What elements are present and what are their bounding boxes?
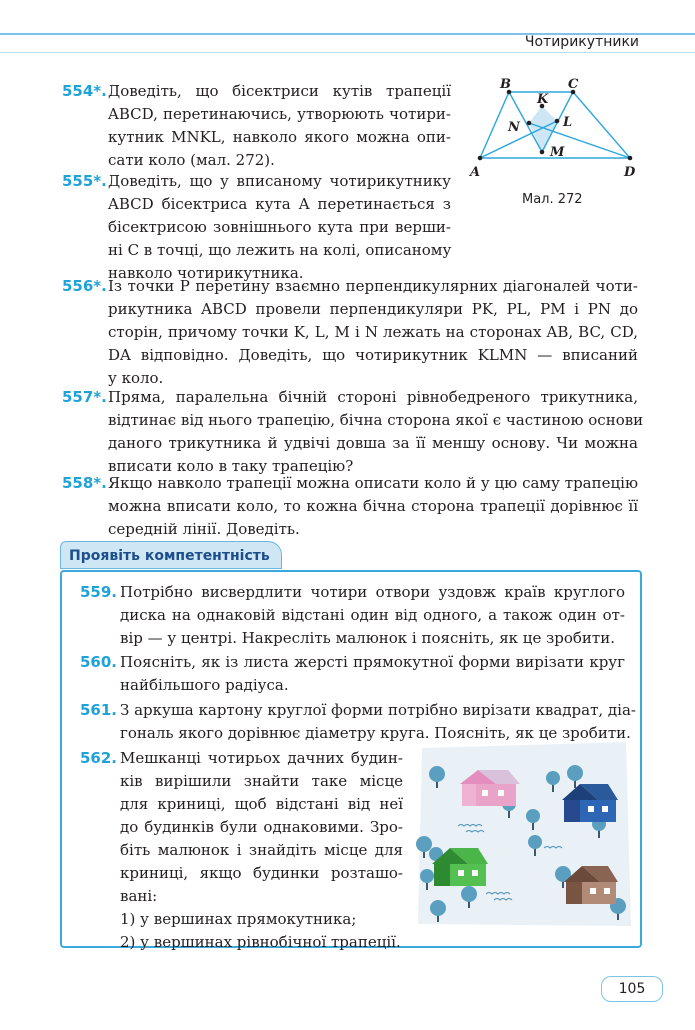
problem-number: 559.	[80, 583, 118, 601]
text-line: навколо чотирикутника.	[108, 264, 304, 282]
problem-number: 562.	[80, 749, 118, 767]
text-line: сати коло (мал. 272).	[108, 151, 275, 169]
problem-text	[120, 699, 636, 745]
text-line: Мешканці чотирьох дачних будин-	[120, 749, 403, 767]
houses-illustration	[412, 740, 636, 930]
header-rule-bottom	[0, 52, 695, 53]
section-title: Чотирикутники	[524, 34, 639, 50]
text-line: бісектрисою зовнішнього кута при верши-	[108, 218, 451, 236]
figure-caption: Мал. 272	[522, 192, 583, 207]
text-line: вписати коло в таку трапецію?	[108, 457, 354, 475]
text-line: для криниці, щоб відстані від неї	[120, 795, 403, 813]
text-line: диска на однаковій відстані один від одного, а також один от-	[120, 606, 625, 624]
problem-number: 554*.	[62, 82, 107, 100]
text-line: ні C в точці, що лежить на колі, описаному	[108, 241, 452, 259]
text-line: Доведіть, що бісектриси кутів трапеції	[108, 82, 451, 100]
text-line: DA відповідно. Доведіть, що чотирикутник KLMN — вписаний	[108, 346, 638, 364]
problem-text	[120, 581, 625, 650]
text-line: Якщо навколо трапеції можна описати коло й у цю саму трапецію	[108, 474, 638, 492]
competence-title: Проявіть компетентність	[60, 541, 282, 569]
text-line: З аркуша картону круглої форми потрібно вирізати квадрат, діа-	[120, 701, 636, 719]
text-line: гональ якого дорівнює діаметру круга. Поясніть, як це зробити.	[120, 724, 631, 742]
problem-text	[108, 80, 451, 172]
text-line: до будинків були однаковими. Зро-	[120, 818, 403, 836]
problem-text	[108, 170, 451, 285]
label-K: K	[537, 92, 549, 107]
label-L: L	[563, 115, 573, 130]
text-line: даного трикутника й удвічі довша за її меншу основу. Чи можна	[108, 434, 638, 452]
text-line: 2) у вершинах рівнобічної трапеції.	[120, 933, 401, 951]
text-line: Із точки P перетину взаємно перпендикулярних діагоналей чоти-	[108, 277, 638, 295]
figure-272	[466, 76, 646, 188]
text-line: біть малюнок і знайдіть місце для	[120, 841, 403, 859]
text-line: Пряма, паралельна бічній стороні рівнобедреного трикутника,	[108, 388, 638, 406]
text-line: вані:	[120, 887, 158, 905]
text-line: сторін, причому точки K, L, M і N лежать на сторонах AB, BC, CD,	[108, 323, 638, 341]
label-D: D	[624, 165, 636, 180]
problem-text	[120, 747, 403, 954]
text-line: середній лінії. Доведіть.	[108, 520, 300, 538]
problem-number: 561.	[80, 701, 118, 719]
text-line: можна вписати коло, то кожна бічна сторона трапеції дорівнює її	[108, 497, 638, 515]
label-A: A	[470, 165, 481, 180]
problem-text	[108, 275, 638, 390]
text-line: 1) у вершинах прямокутника;	[120, 910, 357, 928]
label-C: C	[568, 77, 579, 92]
text-line: ABCD бісектриса кута A перетинається з	[108, 195, 451, 213]
text-line: Потрібно висвердлити чотири отвори уздовж країв круглого	[120, 583, 625, 601]
text-line: ABCD, перетинаючись, утворюють чотири-	[108, 105, 451, 123]
page-number: 105	[601, 976, 663, 1002]
text-line: кутник MNKL, навколо якого можна опи-	[108, 128, 451, 146]
problem-text	[108, 472, 638, 541]
text-line: ків вирішили знайти таке місце	[120, 772, 403, 790]
problem-text	[120, 651, 625, 697]
text-line: криниці, якщо будинки розташо-	[120, 864, 403, 882]
label-M: M	[550, 145, 565, 160]
text-line: вір — у центрі. Накресліть малюнок і поясніть, як це зробити.	[120, 629, 615, 647]
text-line: найбільшого радіуса.	[120, 676, 289, 694]
text-line: Доведіть, що у вписаному чотирикутнику	[108, 172, 451, 190]
text-line: відтинає від нього трапецію, бічна сторона якої є частиною основи	[108, 411, 644, 429]
problem-number: 555*.	[62, 172, 107, 190]
label-N: N	[508, 120, 520, 135]
problem-number: 556*.	[62, 277, 107, 295]
problem-number: 558*.	[62, 474, 107, 492]
problem-text	[108, 386, 644, 478]
problem-number: 560.	[80, 653, 118, 671]
text-line: у коло.	[108, 369, 164, 387]
text-line: Поясніть, як із листа жерсті прямокутної форми вирізати круг	[120, 653, 625, 671]
problem-number: 557*.	[62, 388, 107, 406]
text-line: рикутника ABCD провели перпендикуляри PK, PL, PM і PN до	[108, 300, 638, 318]
label-B: B	[500, 77, 511, 92]
